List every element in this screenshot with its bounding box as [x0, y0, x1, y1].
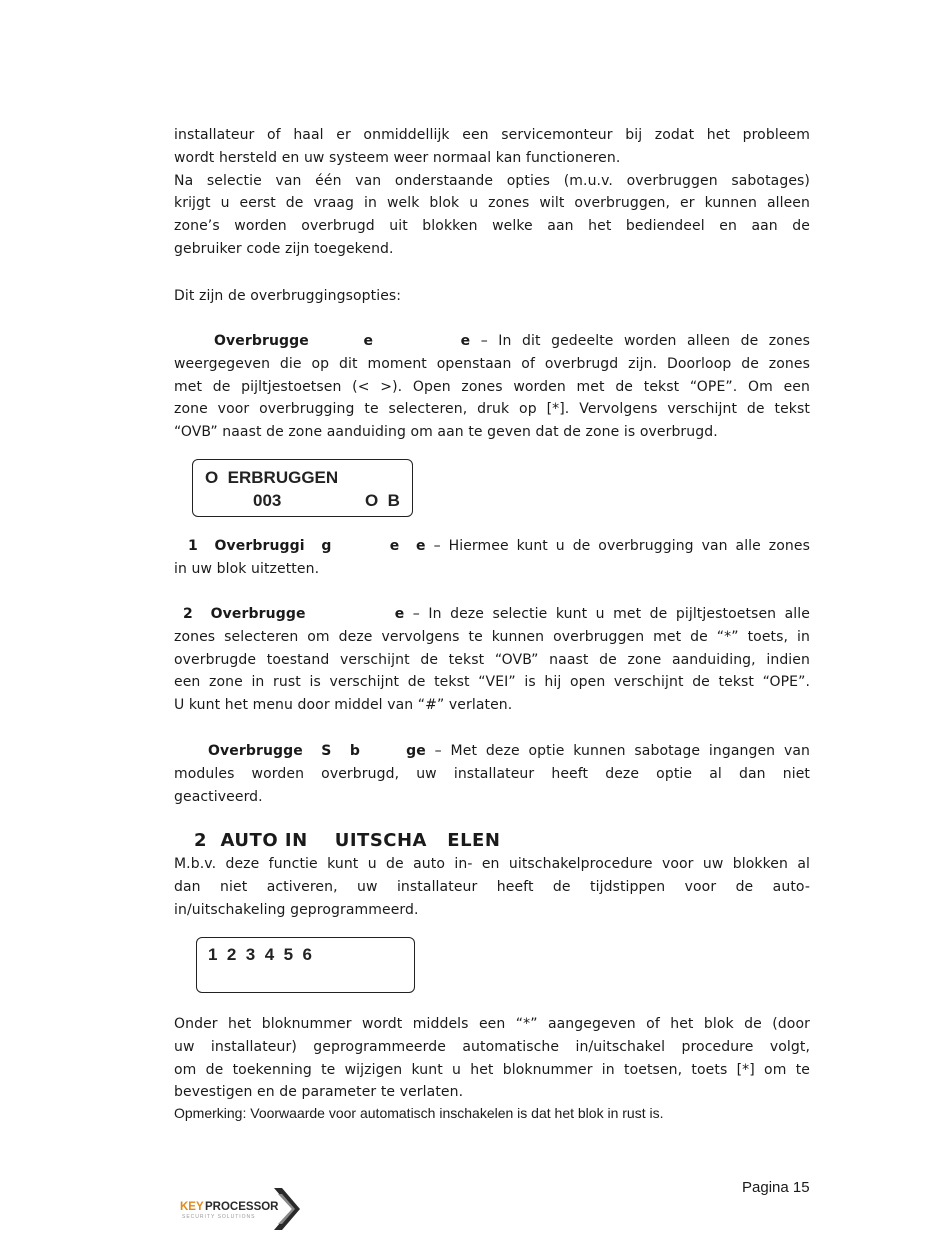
option-2-line: zones selecteren om deze vervolgens te kunnen overbruggen met de “*” toets, in [174, 628, 810, 645]
option-2-first-line [174, 603, 810, 626]
display-box-overbruggen [192, 459, 413, 517]
section-2-paragraph [174, 853, 810, 921]
intro-line: installateur of haal er onmiddellijk een servicemonteur bij zodat het probleem [174, 127, 810, 143]
closing-paragraph [174, 1013, 810, 1104]
svg-text:SECURITY SOLUTIONS: SECURITY SOLUTIONS [182, 1214, 256, 1220]
intro-line: wordt hersteld en uw systeem weer normaal kan functioneren. [174, 149, 621, 166]
option-1-paragraph [174, 535, 810, 581]
logo-arrow-icon [178, 1186, 302, 1232]
option-open-line: met de pijltjestoetsen (< >). Open zones worden met de tekst “OPE”. Om een [174, 378, 810, 395]
option-open-title: Overbrugge e e [214, 333, 471, 349]
option-1-text: – Hiermee kunt u de overbrugging van alle zones [425, 538, 810, 554]
closing-line: om de toekenning te wijzigen kunt u het bloknummer in toetsen, toets [*] om te [174, 1061, 810, 1078]
display-block-numbers: 1 2 3 4 5 6 [208, 945, 312, 964]
option-2-title: 2 Overbrugge e [183, 606, 405, 622]
option-open-first-line [174, 330, 810, 353]
option-open-line: “OVB” naast de zone aanduiding om aan te geven dat de zone is overbrugd. [174, 424, 718, 441]
option-2-text: – In deze selectie kunt u met de pijltjestoetsen alle [404, 606, 810, 622]
display-status: O B [365, 491, 400, 510]
remark-note: Opmerking: Voorwaarde voor automatisch inschakelen is dat het blok in rust is. [174, 1105, 664, 1121]
display-zone-number: 003 [253, 491, 282, 510]
option-sabotage-text: – Met deze optie kunnen sabotage ingangen van [425, 743, 810, 759]
page-number: Pagina 15 [742, 1179, 810, 1196]
display-line-1: O ERBRUGGEN [205, 468, 339, 487]
option-2-paragraph [174, 603, 810, 717]
option-open-line: zone voor overbrugging te selecteren, druk op [*]. Vervolgens verschijnt de tekst [174, 401, 810, 418]
closing-line: bevestigen en de parameter te verlaten. [174, 1084, 464, 1101]
option-sabotage-line: modules worden overbrugd, uw installateur heeft deze optie al dan niet [174, 765, 810, 782]
closing-line: Onder het bloknummer wordt middels een “*” aangegeven of het blok de (door [174, 1016, 810, 1032]
keyprocessor-logo [178, 1186, 302, 1232]
section-2-line: dan niet activeren, uw installateur heeft de tijdstippen voor de auto- [174, 878, 810, 895]
selection-line: krijgt u eerst de vraag in welk blok u zones wilt overbruggen, er kunnen alleen [174, 195, 810, 212]
option-sabotage-first-line [174, 740, 810, 763]
section-2-line: M.b.v. deze functie kunt u de auto in- en uitschakelprocedure voor uw blokken al [174, 856, 810, 872]
option-1-first-line [174, 535, 810, 558]
option-1-title: 1 Overbruggi g e e [188, 538, 426, 554]
section-heading-auto: 2 AUTO IN UITSCHA ELEN [194, 830, 501, 851]
svg-text:KEY: KEY [180, 1201, 204, 1213]
option-open-text: – In dit gedeelte worden alleen de zones [470, 333, 810, 349]
option-1-line: in uw blok uitzetten. [174, 560, 320, 577]
option-open-paragraph [174, 330, 810, 444]
section-2-line: in/uitschakeling geprogrammeerd. [174, 901, 419, 918]
option-sabotage-line: geactiveerd. [174, 788, 263, 805]
option-2-line: overbrugde toestand verschijnt de tekst “OVB” naast de zone aanduiding, indien [174, 651, 810, 668]
selection-line: gebruiker code zijn toegekend. [174, 240, 394, 257]
option-sabotage-paragraph [174, 740, 810, 808]
option-sabotage-title: Overbrugge S b ge [208, 743, 426, 759]
intro-paragraph [174, 124, 810, 261]
option-open-line: weergegeven die op dit moment openstaan of overbrugd zijn. Doorloop de zones [174, 355, 810, 372]
options-intro: Dit zijn de overbruggingsopties: [174, 288, 402, 304]
selection-line: Na selectie van één van onderstaande opties (m.u.v. overbruggen sabotages) [174, 172, 810, 189]
display-box-blocks [196, 937, 415, 993]
selection-line: zone’s worden overbrugd uit blokken welke aan het bediendeel en aan de [174, 218, 810, 235]
closing-line: uw installateur) geprogrammeerde automatische in/uitschakel procedure volgt, [174, 1038, 810, 1055]
option-2-line: een zone in rust is verschijnt de tekst “VEI” is hij open verschijnt de tekst “OPE”. [174, 674, 810, 691]
option-2-line: U kunt het menu door middel van “#” verlaten. [174, 697, 513, 714]
svg-text:PROCESSOR: PROCESSOR [205, 1201, 279, 1213]
